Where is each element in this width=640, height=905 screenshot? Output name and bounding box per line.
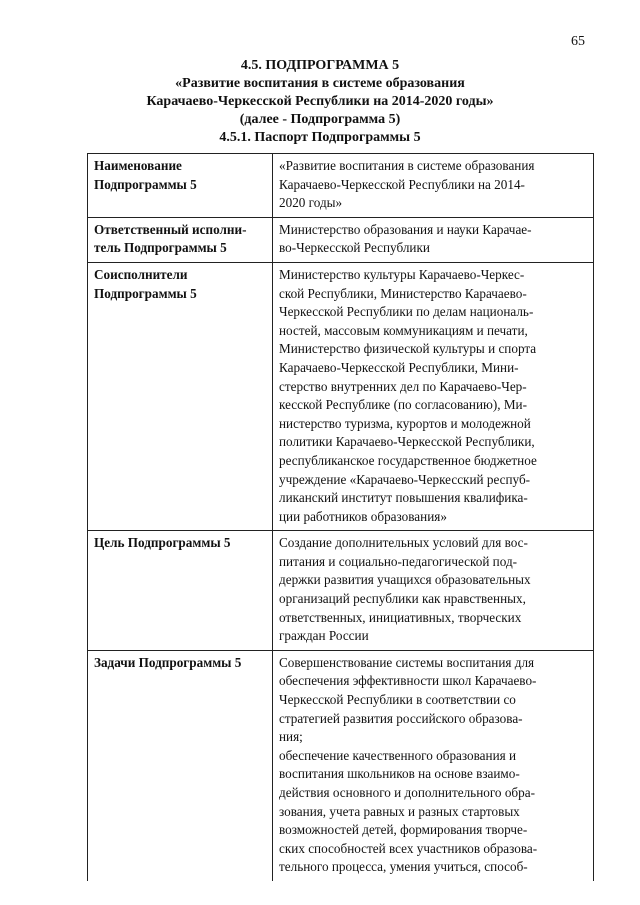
row-value-line: республиканское государственное бюджетное — [279, 452, 537, 468]
row-value-line: Карачаево-Черкесской Республики, Мини- — [279, 359, 519, 375]
section-title: 4.5. ПОДПРОГРАММА 5 — [240, 58, 400, 73]
subprogram-alias: (далее - Подпрограмма 5) — [239, 112, 401, 127]
row-value-line: тельного процесса, умения учиться, способ- — [279, 859, 528, 875]
row-value-line: ностей, массовым коммуникациям и печати, — [279, 322, 528, 338]
row-value-line: действия основного и дополнительного обра- — [279, 785, 535, 800]
row-value-line: Министерство образования и науки Карачае- — [279, 221, 532, 237]
row-label — [88, 531, 273, 651]
row-value-line: возможностей детей, формирования творче- — [279, 822, 528, 838]
row-label — [88, 262, 273, 530]
row-value-line: Черкесской Республики по делам националь- — [279, 304, 534, 320]
table-row — [88, 154, 594, 218]
row-value-line: ской Республики, Министерство Карачаево- — [279, 285, 527, 301]
table-row — [88, 531, 594, 651]
row-value-line: Министерство физической культуры и спорта — [279, 341, 537, 357]
row-value — [273, 262, 594, 530]
row-value-line: 2020 годы» — [279, 195, 343, 211]
row-value-line: ния; — [279, 729, 303, 745]
row-value — [273, 650, 594, 881]
passport-title: 4.5.1. Паспорт Подпрограммы 5 — [219, 130, 421, 145]
row-value-line: ответственных, инициативных, творческих — [279, 609, 522, 625]
page-number: 65 — [571, 34, 585, 49]
row-value-line: Министерство культуры Карачаево-Черкес- — [279, 266, 525, 282]
table-row — [88, 262, 594, 530]
row-value-line: организаций республики как нравственных, — [279, 591, 526, 607]
row-label-line: Цель Подпрограммы 5 — [94, 535, 231, 551]
row-value — [273, 531, 594, 651]
row-value — [273, 154, 594, 218]
row-label — [88, 650, 273, 881]
row-value-line: обеспечение качественного образования и — [279, 747, 517, 763]
passport-table-body — [88, 154, 594, 881]
section-header — [0, 57, 640, 147]
row-label-line: Ответственный исполни- — [94, 221, 247, 237]
row-value-line: граждан России — [279, 628, 369, 644]
row-value-line: зования, учета равных и разных стартовых — [279, 803, 520, 819]
row-value-line: стерство внутренних дел по Карачаево-Чер- — [279, 378, 527, 394]
row-label-line: Наименование — [94, 158, 182, 173]
row-value-line: питания и социально-педагогической под- — [279, 553, 518, 569]
row-value-line: политики Карачаево-Черкесской Республики, — [279, 434, 535, 450]
passport-table — [87, 153, 594, 881]
row-label-line: Подпрограммы 5 — [94, 176, 197, 192]
row-value-line: кесской Республике (по согласованию), Ми- — [279, 397, 528, 413]
row-value-line: Создание дополнительных условий для вос- — [279, 535, 528, 551]
row-value-line: ликанский институт повышения квалифика- — [279, 490, 528, 506]
subprogram-name: «Развитие воспитания в системе образования — [175, 76, 465, 91]
row-label-line: Подпрограммы 5 — [94, 285, 197, 301]
row-value-line: нистерство туризма, курортов и молодежной — [279, 415, 531, 431]
row-label — [88, 154, 273, 218]
row-label-line: Задачи Подпрограммы 5 — [94, 654, 242, 670]
table-row — [88, 217, 594, 262]
row-value-line: учреждение «Карачаево-Черкесский респуб- — [279, 471, 531, 487]
row-label — [88, 217, 273, 262]
row-value-line: Совершенствование системы воспитания для — [279, 654, 535, 670]
row-value-line: воспитания школьников на основе взаимо- — [279, 766, 520, 782]
row-value-line: ции работников образования» — [279, 508, 447, 524]
row-value-line: во-Черкесской Республики — [279, 240, 430, 256]
row-value — [273, 217, 594, 262]
row-value-line: держки развития учащихся образовательных — [279, 572, 531, 588]
row-label-line: тель Подпрограммы 5 — [94, 240, 227, 256]
row-value-line: Черкесской Республики в соответствии со — [279, 692, 516, 708]
row-value-line: Карачаево-Черкесской Республики на 2014- — [279, 176, 525, 192]
row-value-line: ских способностей всех участников образова- — [279, 840, 538, 856]
row-value-line: стратегией развития российского образова- — [279, 710, 523, 726]
subprogram-name-cont: Карачаево-Черкесской Республики на 2014-2020 годы» — [146, 94, 494, 109]
table-row — [88, 650, 594, 881]
row-label-line: Соисполнители — [94, 266, 188, 282]
row-value-line: «Развитие воспитания в системе образования — [279, 158, 535, 173]
row-value-line: обеспечения эффективности школ Карачаево- — [279, 673, 537, 689]
